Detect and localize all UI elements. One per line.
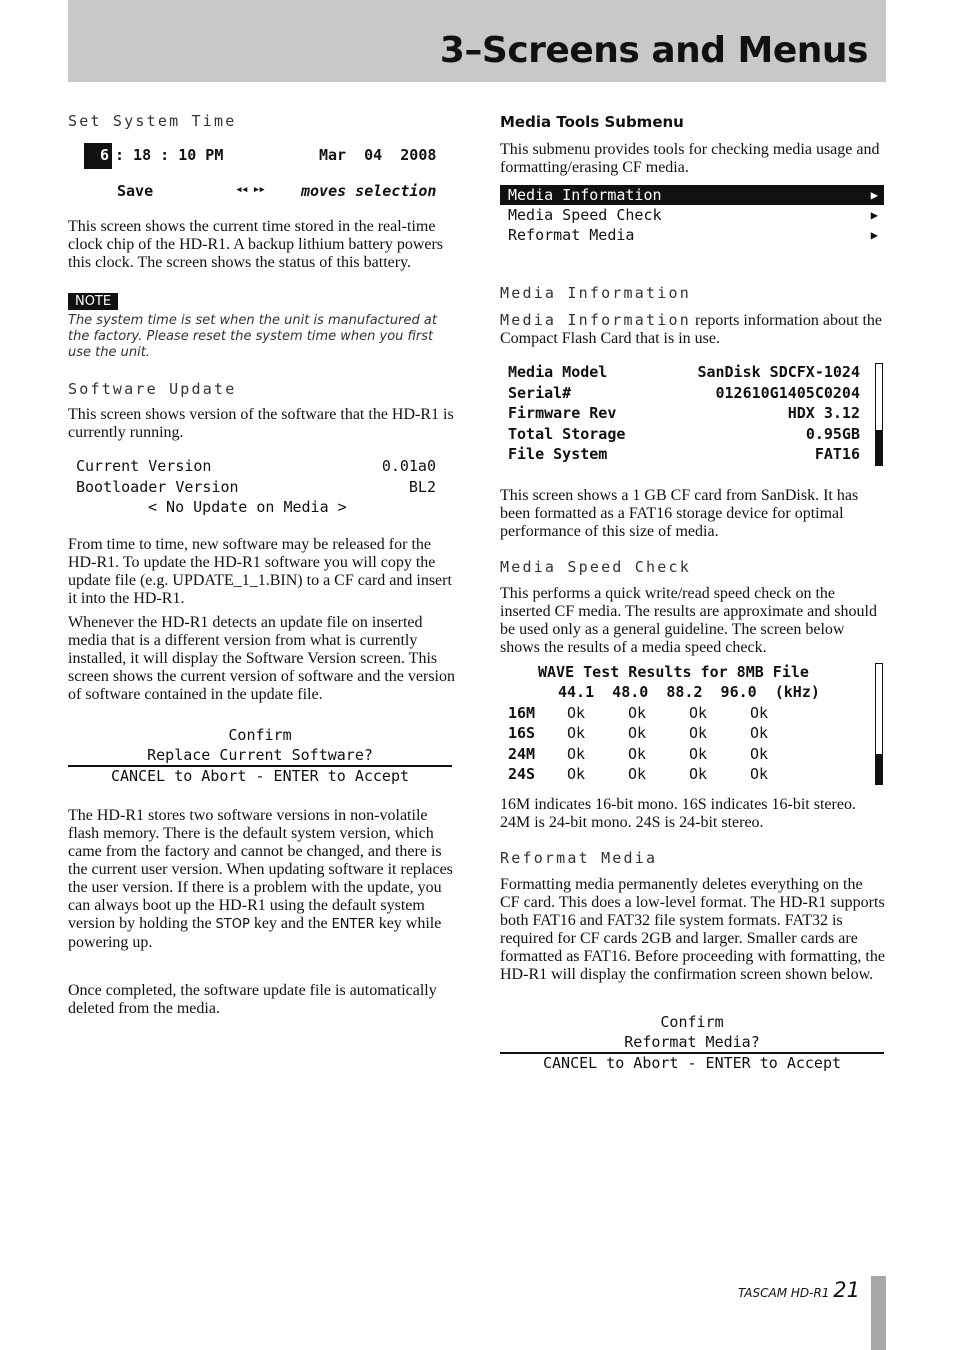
media-tools-heading: Media Tools Submenu [500, 113, 684, 131]
confirm-title: Confirm [228, 726, 292, 744]
footer [738, 1278, 860, 1302]
speed-result-cell: Ok [689, 744, 708, 763]
media-information-title: Media Information [500, 284, 691, 302]
speed-row-mode: 24M [508, 744, 536, 763]
info-scrollbar[interactable] [875, 363, 883, 466]
set-time-title: Set System Time [68, 112, 237, 130]
page-title: 3–Screens and Menus [439, 30, 868, 71]
current-version-value: 0.01a0 [381, 457, 436, 475]
arrow-right-icon: ▶ [870, 208, 878, 222]
info-row-label: Serial# [508, 383, 572, 402]
info-row-label: Media Model [508, 363, 608, 381]
speed-rates-header: 44.1 48.0 88.2 96.0 (kHz) [558, 683, 820, 701]
reformat-confirm-question: Reformat Media? [624, 1033, 760, 1051]
scrollbar-thumb [876, 430, 882, 465]
speed-result-cell: Ok [567, 764, 586, 783]
speed-row-mode: 16M [508, 704, 536, 722]
speed-row-mode: 24S [508, 764, 536, 783]
speed-check-title: Media Speed Check [500, 558, 691, 576]
update-paragraph-1: From time to time, new software may be released for the HD-R1. To update the HD-R1 software you will copy the update file (e.g. UPDATE_1_1.BIN) to a CF card and insert it into the HD-R1. [68, 536, 452, 607]
update-paragraph-2: Whenever the HD-R1 detects an update file on inserted media that is a different version from what is currently installed, it will display the Software Version screen. This screen shows the current version of software and the version of software contained in the update file. [68, 614, 455, 703]
page-number: 21 [833, 1278, 860, 1302]
media-info-caption: This screen shows a 1 GB CF card from SanDisk. It has been formatted as a FAT16 storage device for optimal performance of this size of media. [500, 487, 859, 540]
no-update-message: < No Update on Media > [148, 498, 347, 516]
speed-caption: 16M indicates 16-bit mono. 16S indicates 16-bit stereo. 24M is 24-bit mono. 24S is 24-bit stereo. [500, 796, 856, 831]
speed-result-cell: Ok [689, 704, 708, 722]
footer-brand: TASCAM HD-R1 [738, 1286, 830, 1300]
speed-result-cell: Ok [750, 744, 769, 763]
reformat-text: Formatting media permanently deletes everything on the CF card. This does a low-level format. The HD-R1 supports both FAT16 and FAT32 file system formats. FAT32 is required for CF cards 2GB and larger. Smaller cards are formatted as FAT16. Before proceeding with formatting, the HD-R1 will display the confirmation screen shown below. [500, 876, 885, 983]
speed-result-cell: Ok [628, 704, 647, 722]
set-time-screen [84, 143, 437, 169]
stores-paragraph [68, 807, 456, 952]
speed-results-header: WAVE Test Results for 8MB File [538, 663, 809, 681]
menu-item-label: Media Information [508, 186, 662, 204]
completed-paragraph: Once completed, the software update file is automatically deleted from the media. [68, 982, 437, 1017]
menu-item-media-information[interactable] [500, 185, 884, 205]
info-row-value: FAT16 [814, 445, 860, 463]
stores-text-b: key and the [249, 915, 332, 932]
time-value: : 18 : 10 PM [115, 146, 224, 164]
info-row-label: File System [508, 445, 608, 463]
confirm-actions: CANCEL to Abort - ENTER to Accept [110, 767, 409, 785]
bootloader-version-value: BL2 [408, 478, 436, 496]
stores-text-c: key while powering up. [68, 915, 442, 951]
speed-result-cell: Ok [567, 704, 586, 722]
speed-scrollbar[interactable] [875, 663, 883, 785]
arrow-right-icon: ▶ [870, 188, 878, 202]
info-row-value: HDX 3.12 [787, 404, 860, 422]
bootloader-version-label: Bootloader Version [76, 478, 239, 496]
menu-item-label: Media Speed Check [508, 206, 662, 224]
speed-result-cell: Ok [750, 724, 769, 743]
stores-text-a: The HD-R1 stores two software versions in non-volatile flash memory. There is the default system version, which came from the factory and cannot be changed, and there is the current user version. When updating software it replaces the user version. If there is a problem with the update, you can always boot up the HD-R1 using the default system version by holding the [68, 807, 453, 932]
speed-result-cell: Ok [567, 744, 586, 763]
info-row-value: 0.95GB [805, 424, 860, 443]
page-header [68, 0, 886, 82]
speed-result-cell: Ok [628, 744, 647, 763]
software-update-title: Software Update [68, 380, 237, 398]
speed-result-cell: Ok [689, 724, 708, 743]
reformat-confirm-title: Confirm [660, 1013, 724, 1031]
current-version-label: Current Version [76, 457, 212, 475]
inline-rest: reports information about the Compact Flash Card that is in use. [500, 312, 882, 347]
menu-item-reformat-media[interactable] [500, 225, 884, 245]
speed-row-mode: 16S [508, 724, 536, 743]
speed-check-intro: This performs a quick write/read speed check on the inserted CF media. The results are approximate and should be used only as a general guideline. The screen below shows the results of a media speed check. [500, 585, 877, 656]
note-badge: NOTE [68, 293, 118, 310]
speed-result-cell: Ok [689, 764, 708, 783]
reformat-title: Reformat Media [500, 849, 658, 867]
info-row-value: 012610G1405C0204 [715, 383, 860, 402]
info-row-value: SanDisk SDCFX-1024 [697, 363, 860, 381]
inline-term: Media Information [500, 311, 691, 329]
hour-value: 6 [100, 146, 110, 164]
info-row-label: Total Storage [508, 424, 626, 443]
footer-tab [871, 1276, 886, 1350]
speed-result-cell: Ok [750, 704, 769, 722]
stop-key: STOP [215, 917, 250, 932]
reformat-confirm-actions: CANCEL to Abort - ENTER to Accept [542, 1054, 841, 1072]
save-label: Save [117, 182, 154, 200]
enter-key: ENTER [331, 917, 375, 932]
menu-item-media-speed-check[interactable] [500, 205, 884, 225]
moves-selection-label: moves selection [301, 182, 437, 200]
speed-result-cell: Ok [750, 764, 769, 783]
arrow-right-icon: ▶ [870, 228, 878, 242]
info-row-label: Firmware Rev [508, 404, 617, 422]
date-value: Mar 04 2008 [319, 146, 437, 164]
note-text: The system time is set when the unit is manufactured at the factory. Please reset the system time when you first use the unit. [68, 313, 437, 360]
media-tools-intro: This submenu provides tools for checking media usage and formatting/erasing CF media. [500, 141, 880, 176]
scrollbar-thumb [876, 754, 882, 784]
menu-item-label: Reformat Media [508, 226, 635, 244]
software-intro: This screen shows version of the software that the HD-R1 is currently running. [68, 406, 454, 441]
arrows-icon: ◂◂ ▸▸ [235, 182, 265, 197]
speed-result-cell: Ok [567, 724, 586, 743]
speed-result-cell: Ok [628, 724, 647, 743]
speed-result-cell: Ok [628, 764, 647, 783]
confirm-question: Replace Current Software? [147, 746, 373, 764]
media-information-intro [500, 311, 886, 348]
time-description: This screen shows the current time stored in the real-time clock chip of the HD-R1. A backup lithium battery powers this clock. The screen shows the status of this battery. [68, 218, 444, 271]
